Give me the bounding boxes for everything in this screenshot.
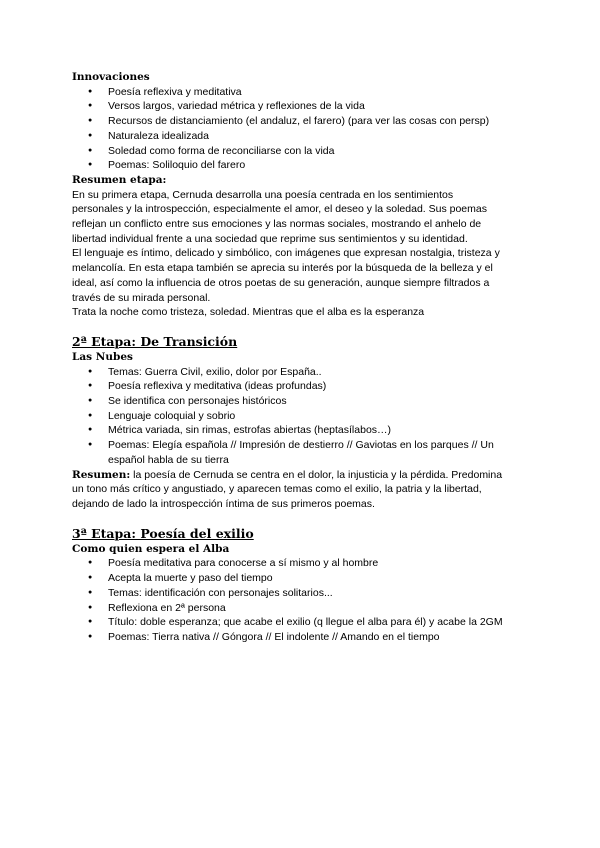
list-item: ● Reflexiona en 2ª persona [72, 601, 532, 616]
list-item: ● Título: doble esperanza; que acabe el exilio (q llegue el alba para él) y acabe la 2GM [72, 615, 532, 630]
list-item: ● Poemas: Tierra nativa // Góngora // El indolente // Amando en el tiempo [72, 630, 532, 645]
list-item: ● Poemas: Elegía española // Impresión de destierro // Gaviotas en los parques // Un español habla de su tierra [72, 438, 532, 467]
section-title-innovaciones: Innovaciones [72, 71, 150, 83]
list-item: ● Poesía meditativa para conocerse a sí mismo y al hombre [72, 556, 532, 571]
resumen-etapa-2 [72, 468, 532, 512]
text-line: melancolía. En esta etapa también se aprecia su interés por la búsqueda de la belleza y el [72, 262, 493, 275]
text-line: Resumen: la poesía de Cernuda se centra en el dolor, la injusticia y la pérdida. Predomina [72, 468, 503, 481]
list-item: ● Se identifica con personajes históricos [72, 394, 532, 409]
list-item: ● Recursos de distanciamiento (el andaluz, el farero) (para ver las cosas con persp) [72, 114, 532, 129]
text-line: libertad individual frente a una sociedad que reprime sus sentimientos y su identidad. [72, 232, 468, 245]
text-line: En su primera etapa, Cernuda desarrolla una poesía centrada en los sentimientos [72, 188, 454, 201]
innovaciones-list [72, 85, 532, 173]
list-item: ● Poemas: Soliloquio del farero [72, 158, 532, 173]
list-item: ● Temas: Guerra Civil, exilio, dolor por España.. [72, 365, 532, 380]
text-line: través de su mirada personal. [72, 291, 211, 304]
subtitle-como-quien-espera-el-alba: Como quien espera el Alba [72, 542, 230, 555]
heading-etapa-2: 2ª Etapa: De Transición [72, 333, 238, 349]
text-line: reflejan un conflicto entre sus emociones y las normas sociales, mostrando el anhelo de [72, 218, 482, 231]
text-line: dejando de lado la introspección íntima de sus primeros poemas. [72, 497, 375, 510]
text-line: ideal, así como la influencia de otros poetas de su generación, aunque siempre filtrados a [72, 276, 490, 289]
text-line: El lenguaje es íntimo, delicado y simbólico, con imágenes que expresan nostalgia, tristeza y [72, 247, 500, 260]
list-item: ● Métrica variada, sin rimas, estrofas abiertas (heptasílabos…) [72, 423, 532, 438]
resumen-label: Resumen: [72, 468, 131, 481]
resumen-etapa-text [72, 188, 532, 320]
exilio-list [72, 556, 532, 644]
document-page [72, 70, 532, 645]
heading-etapa-3: 3ª Etapa: Poesía del exilio [72, 525, 254, 541]
list-item: ● Poesía reflexiva y meditativa [72, 85, 532, 100]
text-line: Trata la noche como tristeza, soledad. Mientras que el alba es la esperanza [72, 306, 425, 319]
list-item: ● Soledad como forma de reconciliarse con la vida [72, 144, 532, 159]
list-item: ● Acepta la muerte y paso del tiempo [72, 571, 532, 586]
list-item: ● Temas: identificación con personajes solitarios... [72, 586, 532, 601]
list-item: ● Naturaleza idealizada [72, 129, 532, 144]
list-item: ● Lenguaje coloquial y sobrio [72, 409, 532, 424]
resumen-etapa-label: Resumen etapa: [72, 173, 167, 186]
list-item: ● Versos largos, variedad métrica y reflexiones de la vida [72, 99, 532, 114]
text-line: un tono más crítico y angustiado, y aparecen temas como el exilio, la patria y la libertad, [72, 483, 482, 496]
subtitle-las-nubes: Las Nubes [72, 350, 133, 363]
list-item: ● Poesía reflexiva y meditativa (ideas profundas) [72, 379, 532, 394]
las-nubes-list [72, 365, 532, 468]
text-line: personales y la introspección, especialmente el amor, el deseo y la soledad. Sus poemas [72, 203, 487, 216]
list-item-continuation: español habla de su tierra [108, 453, 229, 466]
